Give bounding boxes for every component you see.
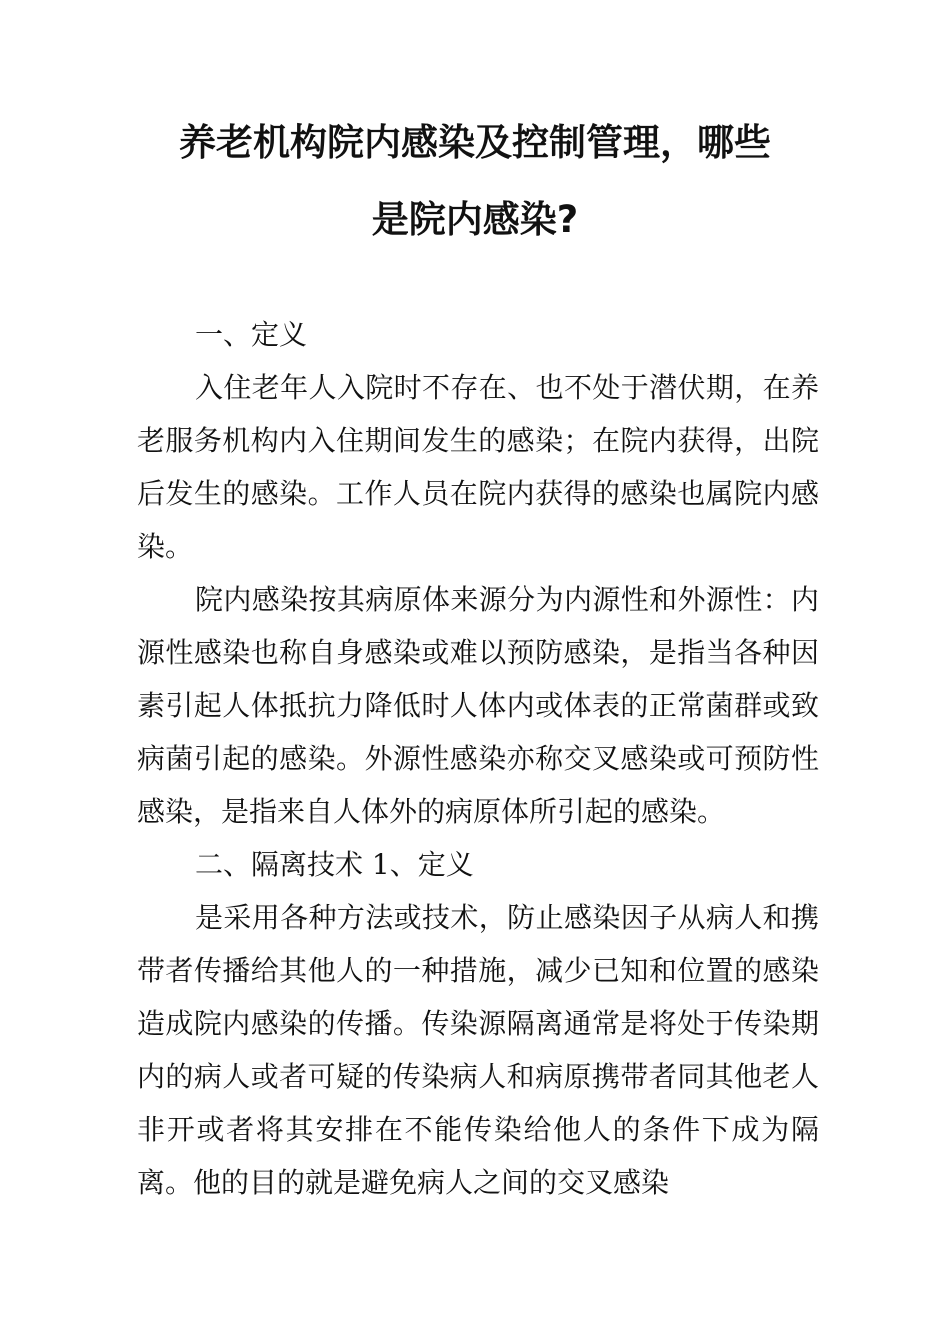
title-line-1: 养老机构院内感染及控制管理，哪些 [179, 121, 771, 164]
document-title [120, 104, 830, 258]
paragraph-3: 是采用各种方法或技术，防止感染因子从病人和携带者传播给其他人的一种措施，减少已知和位置的感染造成院内感染的传播。传染源隔离通常是将处于传染期内的病人或者可疑的传染病人和病原携带者同其他老人非开或者将其安排在不能传染给他人的条件下成为隔离。他的目的就是避免病人之间的交叉感染 [137, 901, 819, 1199]
section-2-heading: 二、隔离技术 1、定义 [195, 848, 474, 881]
document-body [137, 308, 819, 1209]
paragraph-1: 入住老年人入院时不存在、也不处于潜伏期，在养老服务机构内入住期间发生的感染；在院内获得，出院后发生的感染。工作人员在院内获得的感染也属院内感染。 [137, 371, 819, 563]
title-line-2: 是院内感染? [371, 198, 579, 241]
paragraph-2: 院内感染按其病原体来源分为内源性和外源性：内源性感染也称自身感染或难以预防感染，是指当各种因素引起人体抵抗力降低时人体内或体表的正常菌群或致病菌引起的感染。外源性感染亦称交叉感染或可预防性感染，是指来自人体外的病原体所引起的感染。 [137, 583, 819, 828]
section-1-heading: 一、定义 [195, 318, 308, 351]
